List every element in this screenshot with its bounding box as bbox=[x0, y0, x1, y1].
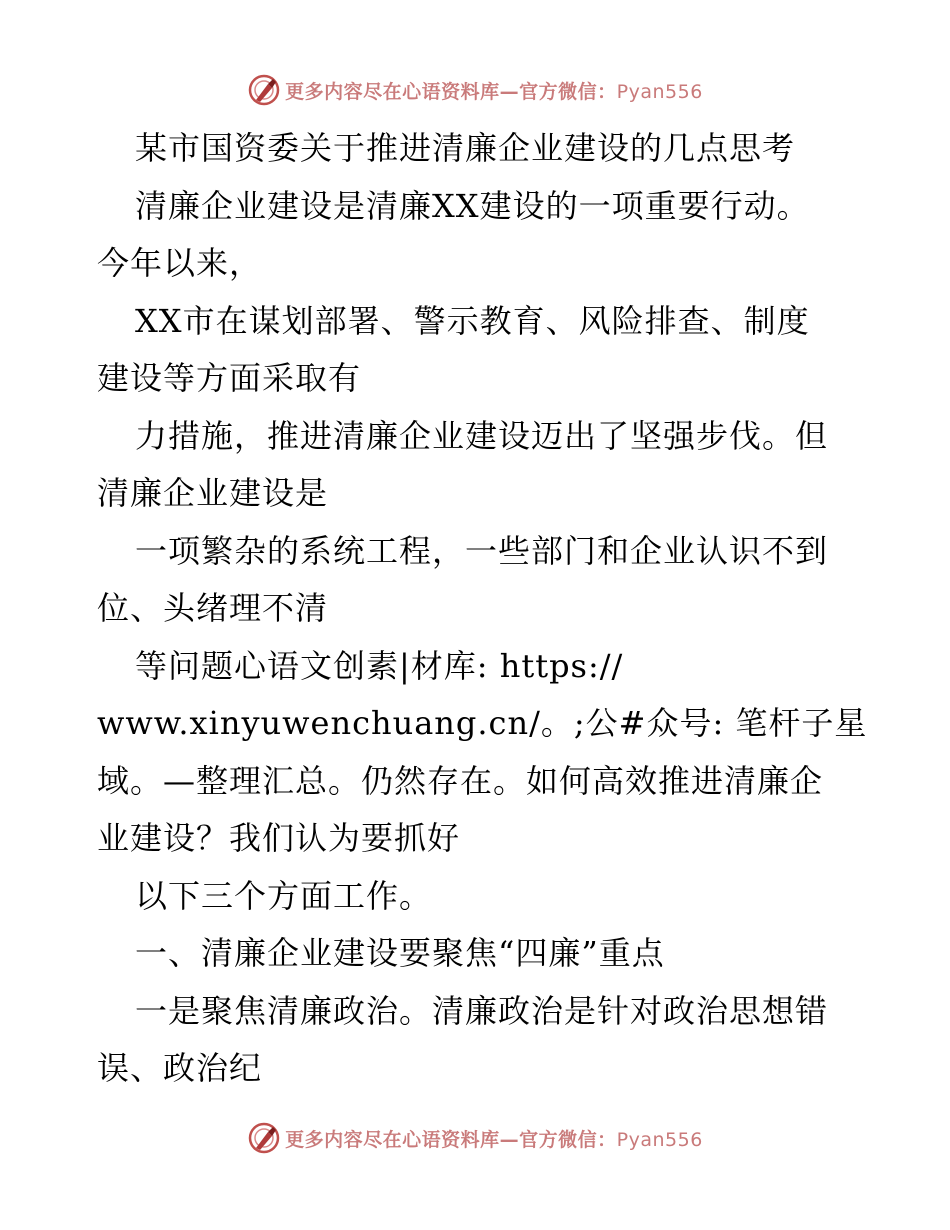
header-banner-id: Pyan556 bbox=[616, 80, 703, 103]
document-line: XX市在谋划部署、警示教育、风险排查、制度 bbox=[135, 301, 810, 340]
document-line: 一是聚焦清廉政治。清廉政治是针对政治思想错 bbox=[135, 991, 829, 1030]
document-line: 清廉企业建设是 bbox=[97, 474, 329, 512]
document-line: 清廉企业建设是清廉XX建设的一项重要行动。 bbox=[135, 186, 810, 225]
document-line: 以下三个方面工作。 bbox=[135, 876, 433, 915]
footer-banner-id: Pyan556 bbox=[616, 1128, 703, 1151]
pen-nib-circle-icon bbox=[247, 73, 281, 107]
document-line: 位、头绪理不清 bbox=[97, 589, 329, 627]
document-line: 一、清廉企业建设要聚焦“四廉”重点 bbox=[135, 934, 665, 972]
document-line: 力措施，推进清廉企业建设迈出了坚强步伐。但 bbox=[135, 416, 829, 455]
document-line: 误、政治纪 bbox=[97, 1049, 263, 1087]
pen-nib-circle-icon bbox=[247, 1121, 281, 1155]
document-line: 等问题心语文创素|材库: https:// bbox=[135, 646, 624, 685]
document-line: 业建设？我们认为要抓好 bbox=[97, 819, 461, 857]
header-banner bbox=[0, 70, 950, 110]
document-line: 某市国资委关于推进清廉企业建设的几点思考 bbox=[135, 129, 796, 167]
footer-banner-text: 更多内容尽在心语资料库—官方微信：Pyan556 bbox=[285, 1128, 703, 1151]
document-line: 今年以来， bbox=[97, 244, 263, 282]
document-line: 域。—整理汇总。仍然存在。如何高效推进清廉企 bbox=[97, 761, 824, 800]
document-line: 建设等方面采取有 bbox=[97, 359, 362, 397]
header-banner-text: 更多内容尽在心语资料库—官方微信：Pyan556 bbox=[285, 80, 703, 103]
document-line: 一项繁杂的系统工程，一些部门和企业认识不到 bbox=[135, 531, 829, 570]
footer-banner bbox=[0, 1118, 950, 1158]
document-body bbox=[97, 120, 868, 1098]
document-line: www.xinyuwenchuang.cn/。;公#众号: 笔杆子星 bbox=[97, 704, 868, 742]
